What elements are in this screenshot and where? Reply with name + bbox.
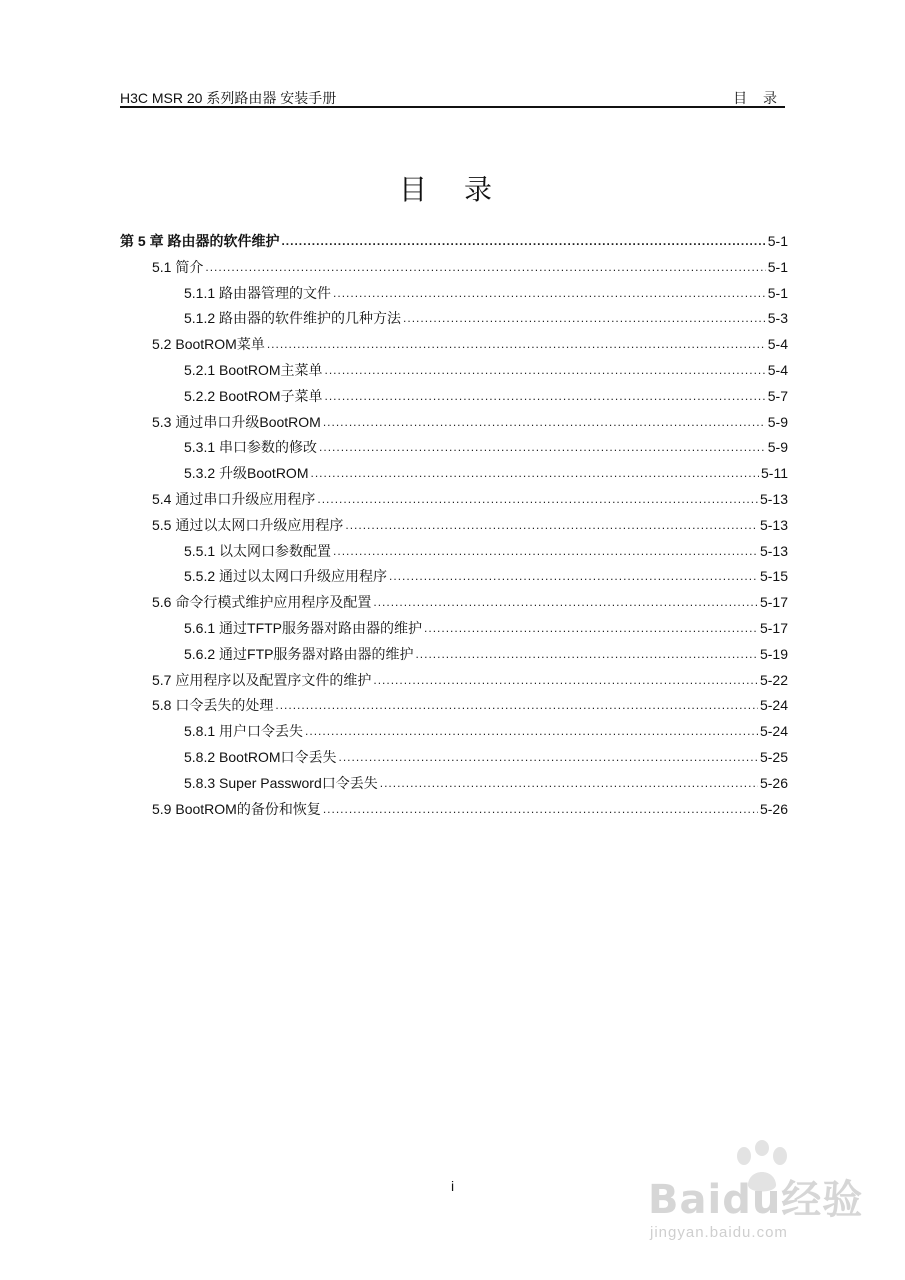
toc-entry-page: 5-11 [761,465,788,482]
toc-entry-title: 第 5 章 路由器的软件维护 [120,233,280,249]
toc-entry-page: 5-26 [759,800,788,817]
toc-entry-title: 5.1 简介 [152,258,204,275]
toc-entry-page: 5-1 [767,258,788,275]
toc-entry-page: 5-22 [759,671,788,688]
toc-entry-title: 5.9 BootROM的备份和恢复 [152,800,321,817]
toc-dot-leader [373,673,758,687]
toc-entry[interactable] [120,409,788,435]
toc-dot-leader [380,776,758,790]
toc-entry-title: 5.5.2 通过以太网口升级应用程序 [184,568,388,585]
toc-entry-title: 5.6.2 通过FTP服务器对路由器的维护 [184,645,414,662]
toc-entry-page: 5-15 [759,568,788,585]
toc-entry-title: 5.2.2 BootROM子菜单 [184,387,323,404]
toc-entry[interactable] [120,306,788,332]
header-section-label: 目 录 [733,90,783,106]
toc-dot-leader [205,260,765,274]
toc-entry-page: 5-9 [767,439,788,456]
toc-entry-page: 5-1 [767,233,788,249]
toc-dot-leader [311,466,760,480]
toc-dot-leader [339,750,758,764]
toc-entry[interactable] [120,512,788,538]
toc-entry-title: 5.6.1 通过TFTP服务器对路由器的维护 [184,620,423,637]
toc-dot-leader [333,544,758,558]
table-of-contents [120,228,788,822]
toc-entry-title: 5.3 通过串口升级BootROM [152,413,321,430]
toc-entry-title: 5.4 通过串口升级应用程序 [152,491,316,508]
toc-dot-leader [373,595,758,609]
toc-entry-title: 5.7 应用程序以及配置序文件的维护 [152,671,372,688]
toc-entry-title: 5.5.1 以太网口参数配置 [184,542,332,559]
toc-entry-title: 5.8.3 Super Password口令丢失 [184,774,378,791]
toc-entry[interactable] [120,564,788,590]
toc-dot-leader [325,389,766,403]
page-title: 目 录 [399,173,506,206]
toc-dot-leader [305,724,758,738]
toc-entry[interactable] [120,383,788,409]
toc-entry-title: 5.2 BootROM菜单 [152,336,265,353]
toc-entry[interactable] [120,796,788,822]
toc-dot-leader [319,440,766,454]
toc-entry-title: 5.5 通过以太网口升级应用程序 [152,516,344,533]
toc-dot-leader [267,337,766,351]
toc-entry-title: 5.1.2 路由器的软件维护的几种方法 [184,310,402,327]
toc-entry-page: 5-3 [767,310,788,327]
toc-entry-title: 5.6 命令行模式维护应用程序及配置 [152,594,372,611]
watermark-logo-text: Baidu经验 [648,1177,864,1223]
toc-entry-title: 5.2.1 BootROM主菜单 [184,362,323,379]
toc-entry[interactable] [120,589,788,615]
page-number: i [450,1178,455,1194]
toc-entry-page: 5-7 [767,387,788,404]
toc-entry-page: 5-25 [759,749,788,766]
page-header [120,86,785,108]
toc-entry-page: 5-17 [759,620,788,637]
toc-dot-leader [323,415,766,429]
toc-entry-title: 5.1.1 路由器管理的文件 [184,284,332,301]
toc-entry-page: 5-17 [759,594,788,611]
toc-dot-leader [323,802,758,816]
toc-entry-page: 5-1 [767,284,788,301]
toc-entry[interactable] [120,435,788,461]
toc-dot-leader [389,569,758,583]
toc-entry[interactable] [120,718,788,744]
toc-entry[interactable] [120,641,788,667]
toc-entry-title: 5.3.2 升级BootROM [184,465,309,482]
toc-entry-page: 5-24 [759,697,788,714]
toc-entry[interactable] [120,486,788,512]
toc-entry-page: 5-13 [759,542,788,559]
toc-entry[interactable] [120,770,788,796]
toc-entry-page: 5-26 [759,774,788,791]
toc-entry-page: 5-13 [759,491,788,508]
toc-dot-leader [281,234,765,248]
toc-dot-leader [424,621,758,635]
toc-entry[interactable] [120,460,788,486]
watermark-url: jingyan.baidu.com [650,1224,788,1241]
toc-dot-leader [317,492,758,506]
toc-entry-page: 5-13 [759,516,788,533]
header-document-title: H3C MSR 20 系列路由器 安装手册 [120,90,337,106]
toc-entry-title: 5.8.2 BootROM口令丢失 [184,749,337,766]
toc-entry[interactable] [120,357,788,383]
toc-entry[interactable] [120,254,788,280]
toc-dot-leader [345,518,758,532]
toc-entry-page: 5-4 [767,336,788,353]
toc-dot-leader [325,363,766,377]
toc-entry[interactable] [120,667,788,693]
toc-entry-title: 5.8 口令丢失的处理 [152,697,274,714]
toc-entry[interactable] [120,280,788,306]
baidu-watermark [640,1140,870,1260]
toc-entry[interactable] [120,331,788,357]
toc-entry[interactable] [120,744,788,770]
toc-entry[interactable] [120,538,788,564]
toc-entry-title: 5.8.1 用户口令丢失 [184,723,304,740]
toc-entry[interactable] [120,228,788,254]
toc-dot-leader [333,286,766,300]
toc-dot-leader [403,311,766,325]
toc-entry[interactable] [120,615,788,641]
toc-dot-leader [415,647,758,661]
toc-entry[interactable] [120,693,788,719]
toc-entry-page: 5-4 [767,362,788,379]
toc-entry-page: 5-9 [767,413,788,430]
toc-entry-page: 5-24 [759,723,788,740]
toc-entry-page: 5-19 [759,645,788,662]
toc-dot-leader [275,698,758,712]
toc-entry-title: 5.3.1 串口参数的修改 [184,439,318,456]
